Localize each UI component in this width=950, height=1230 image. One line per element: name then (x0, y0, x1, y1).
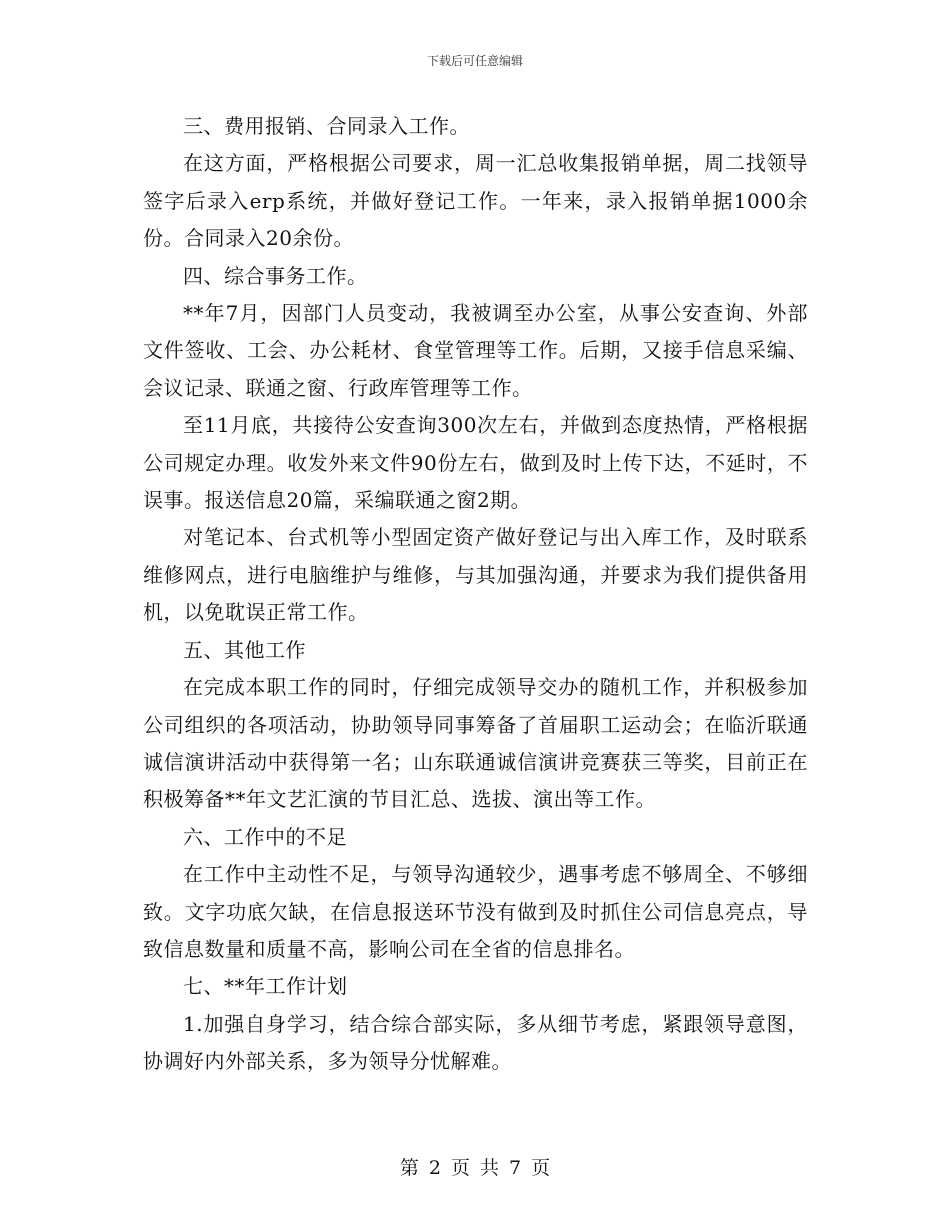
paragraph-transfer: **年7月，因部门人员变动，我被调至办公室，从事公安查询、外部文件签收、工会、办公耗材、食堂管理等工作。后期，又接手信息采编、会议记录、联通之窗、行政库管理等工作。 (143, 301, 808, 400)
paragraph-plan-item-1: 1.加强自身学习，结合综合部实际，多从细节考虑，紧跟领导意图，协调好内外部关系，多为领导分忧解难。 (143, 1011, 808, 1074)
paragraph-assets: 对笔记本、台式机等小型固定资产做好登记与出入库工作，及时联系维修网点，进行电脑维护与维修，与其加强沟通，并要求为我们提供备用机，以免耽误正常工作。 (143, 525, 808, 625)
section-heading-work-plan: 七、**年工作计划 (183, 974, 348, 999)
paragraph-shortcomings: 在工作中主动性不足，与领导沟通较少，遇事考虑不够周全、不够细致。文字功底欠缺，在信息报送环节没有做到及时抓住公司信息亮点，导致信息数量和质量不高，影响公司在全省的信息排名。 (143, 862, 808, 961)
document-body (143, 108, 808, 1081)
page-header-note: 下载后可任意编辑 (426, 54, 523, 68)
paragraph-other-work: 在完成本职工作的同时，仔细完成领导交办的随机工作，并积极参加公司组织的各项活动，协助领导同事筹备了首届职工运动会；在临沂联通诚信演讲活动中获得第一名；山东联通诚信演讲竞赛获三等奖，目前正在积极筹备**年文艺汇演的节目汇总、选拔、演出等工作。 (143, 675, 808, 812)
section-heading-general-affairs: 四、综合事务工作。 (183, 263, 368, 288)
paragraph-expense: 在这方面，严格根据公司要求，周一汇总收集报销单据，周二找领导签字后录入erp系统，并做好登记工作。一年来，录入报销单据1000余份。合同录入20余份。 (143, 151, 808, 251)
paragraph-statistics: 至11月底，共接待公安查询300次左右，并做到态度热情，严格根据公司规定办理。收发外来文件90份左右，做到及时上传下达，不延时，不误事。报送信息20篇，采编联通之窗2期。 (143, 413, 808, 513)
page-number: 第 2 页 共 7 页 (399, 1157, 551, 1179)
section-heading-shortcomings: 六、工作中的不足 (183, 824, 347, 849)
section-heading-other-work: 五、其他工作 (183, 637, 306, 662)
section-heading-expense: 三、费用报销、合同录入工作。 (183, 114, 470, 138)
